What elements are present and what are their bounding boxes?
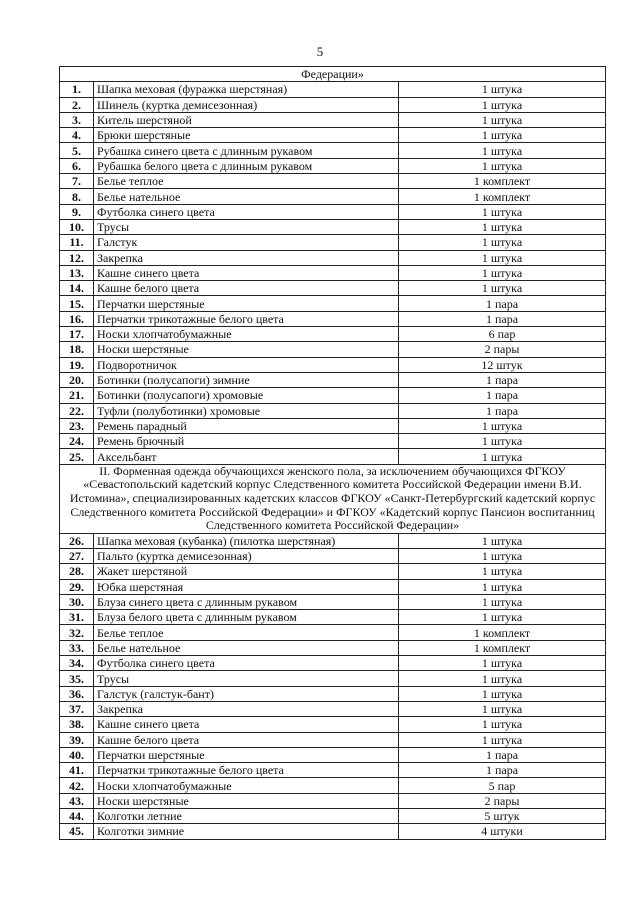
section-heading-row [60, 464, 606, 533]
item-quantity: 1 штука [399, 97, 606, 112]
item-quantity: 1 штука [399, 281, 606, 296]
item-number: 33. [60, 640, 94, 655]
item-quantity: 12 штук [399, 357, 606, 372]
item-name: Рубашка синего цвета с длинным рукавом [94, 143, 399, 158]
item-name: Китель шерстяной [94, 112, 399, 127]
table-row [60, 372, 606, 387]
item-number: 31. [60, 610, 94, 625]
table-row [60, 128, 606, 143]
item-quantity: 4 штуки [399, 824, 606, 839]
table-row [60, 449, 606, 464]
item-quantity: 1 штука [399, 594, 606, 609]
item-number: 1. [60, 82, 94, 97]
item-number: 2. [60, 97, 94, 112]
item-name: Шинель (куртка демисезонная) [94, 97, 399, 112]
item-number: 40. [60, 747, 94, 762]
item-quantity: 1 штука [399, 656, 606, 671]
item-number: 43. [60, 793, 94, 808]
item-name: Колготки летние [94, 809, 399, 824]
table-row [60, 250, 606, 265]
item-quantity: 1 пара [399, 296, 606, 311]
table-row [60, 564, 606, 579]
table-row [60, 204, 606, 219]
table-row [60, 311, 606, 326]
item-quantity: 1 штука [399, 128, 606, 143]
item-quantity: 1 штука [399, 548, 606, 563]
page-number: 5 [316, 44, 324, 59]
item-quantity: 1 штука [399, 671, 606, 686]
item-name: Закрепка [94, 701, 399, 716]
item-name: Ремень парадный [94, 418, 399, 433]
item-name: Трусы [94, 219, 399, 234]
item-name: Колготки зимние [94, 824, 399, 839]
item-number: 8. [60, 189, 94, 204]
item-name: Футболка синего цвета [94, 656, 399, 671]
item-number: 24. [60, 434, 94, 449]
section-2-title: II. Форменная одежда обучающихся женского пола, за исключением обучающихся ФГКОУ «Севастопольский кадетский корпус Следственного комитета Российской Федерации имени В.И. Истомина», специализированных кадетских классов ФГКОУ «Санкт-Петербургский кадетский корпус Следственного комитета Российской Федерации» и ФГКОУ «Кадетский корпус Пансион воспитанниц Следственного комитета Российской Федерации» [60, 464, 606, 533]
item-quantity: 1 пара [399, 311, 606, 326]
item-name: Галстук [94, 235, 399, 250]
item-quantity: 1 штука [399, 717, 606, 732]
item-number: 4. [60, 128, 94, 143]
table-row [60, 732, 606, 747]
item-name: Юбка шерстяная [94, 579, 399, 594]
item-quantity: 1 штука [399, 701, 606, 716]
table-row [60, 656, 606, 671]
item-quantity: 1 штука [399, 82, 606, 97]
item-name: Носки хлопчатобумажные [94, 778, 399, 793]
table-row [60, 824, 606, 839]
item-name: Шапка меховая (кубанка) (пилотка шерстяная) [94, 533, 399, 548]
table-row [60, 640, 606, 655]
item-name: Носки шерстяные [94, 342, 399, 357]
uniform-items-table [59, 66, 606, 840]
item-name: Брюки шерстяные [94, 128, 399, 143]
item-quantity: 1 штука [399, 250, 606, 265]
item-number: 30. [60, 594, 94, 609]
item-quantity: 1 штука [399, 686, 606, 701]
item-quantity: 1 штука [399, 732, 606, 747]
item-quantity: 2 пары [399, 342, 606, 357]
table-row [60, 717, 606, 732]
item-number: 44. [60, 809, 94, 824]
item-number: 34. [60, 656, 94, 671]
table-row [60, 235, 606, 250]
item-quantity: 1 штука [399, 112, 606, 127]
item-number: 25. [60, 449, 94, 464]
item-number: 32. [60, 625, 94, 640]
item-quantity: 1 штука [399, 219, 606, 234]
item-number: 38. [60, 717, 94, 732]
item-name: Белье теплое [94, 174, 399, 189]
table-row [60, 434, 606, 449]
item-number: 11. [60, 235, 94, 250]
table-row [60, 327, 606, 342]
item-number: 41. [60, 763, 94, 778]
item-quantity: 1 пара [399, 388, 606, 403]
item-name: Носки шерстяные [94, 793, 399, 808]
table-row [60, 701, 606, 716]
item-number: 18. [60, 342, 94, 357]
table-row [60, 189, 606, 204]
table-header-cell: Федерации» [60, 67, 606, 82]
item-number: 10. [60, 219, 94, 234]
item-quantity: 1 пара [399, 747, 606, 762]
item-name: Жакет шерстяной [94, 564, 399, 579]
item-number: 37. [60, 701, 94, 716]
item-number: 42. [60, 778, 94, 793]
item-number: 20. [60, 372, 94, 387]
table-row [60, 579, 606, 594]
item-number: 15. [60, 296, 94, 311]
item-number: 19. [60, 357, 94, 372]
item-name: Ботинки (полусапоги) зимние [94, 372, 399, 387]
item-number: 23. [60, 418, 94, 433]
item-number: 28. [60, 564, 94, 579]
item-number: 16. [60, 311, 94, 326]
item-number: 17. [60, 327, 94, 342]
item-name: Кашне синего цвета [94, 717, 399, 732]
item-quantity: 1 штука [399, 564, 606, 579]
item-name: Пальто (куртка демисезонная) [94, 548, 399, 563]
item-name: Шапка меховая (фуражка шерстяная) [94, 82, 399, 97]
table-row [60, 778, 606, 793]
item-name: Носки хлопчатобумажные [94, 327, 399, 342]
item-name: Закрепка [94, 250, 399, 265]
table-row [60, 671, 606, 686]
item-number: 3. [60, 112, 94, 127]
item-number: 35. [60, 671, 94, 686]
item-name: Подворотничок [94, 357, 399, 372]
item-number: 45. [60, 824, 94, 839]
item-number: 39. [60, 732, 94, 747]
item-quantity: 1 комплект [399, 189, 606, 204]
table-row [60, 342, 606, 357]
item-number: 5. [60, 143, 94, 158]
item-number: 6. [60, 158, 94, 173]
table-row [60, 388, 606, 403]
table-row [60, 265, 606, 280]
item-quantity: 1 комплект [399, 640, 606, 655]
item-name: Блуза синего цвета с длинным рукавом [94, 594, 399, 609]
item-quantity: 1 штука [399, 235, 606, 250]
table-row [60, 594, 606, 609]
item-quantity: 1 штука [399, 579, 606, 594]
item-quantity: 1 пара [399, 403, 606, 418]
item-quantity: 1 пара [399, 763, 606, 778]
table-row [60, 112, 606, 127]
table-row [60, 809, 606, 824]
table-header-row [60, 67, 606, 82]
item-name: Рубашка белого цвета с длинным рукавом [94, 158, 399, 173]
item-number: 22. [60, 403, 94, 418]
table-row [60, 357, 606, 372]
item-name: Блуза белого цвета с длинным рукавом [94, 610, 399, 625]
item-name: Ремень брючный [94, 434, 399, 449]
table-row [60, 548, 606, 563]
item-name: Аксельбант [94, 449, 399, 464]
item-quantity: 1 штука [399, 434, 606, 449]
item-quantity: 1 штука [399, 265, 606, 280]
table-row [60, 174, 606, 189]
item-quantity: 1 комплект [399, 174, 606, 189]
item-number: 14. [60, 281, 94, 296]
table-row [60, 793, 606, 808]
table-row [60, 533, 606, 548]
item-quantity: 1 штука [399, 158, 606, 173]
item-number: 12. [60, 250, 94, 265]
table-row [60, 158, 606, 173]
table-row [60, 418, 606, 433]
item-name: Белье нательное [94, 640, 399, 655]
item-name: Кашне белого цвета [94, 732, 399, 747]
item-name: Перчатки трикотажные белого цвета [94, 311, 399, 326]
item-number: 26. [60, 533, 94, 548]
table-row [60, 403, 606, 418]
item-name: Футболка синего цвета [94, 204, 399, 219]
item-number: 13. [60, 265, 94, 280]
table-row [60, 625, 606, 640]
item-quantity: 6 пар [399, 327, 606, 342]
table-row [60, 219, 606, 234]
item-number: 21. [60, 388, 94, 403]
item-quantity: 5 штук [399, 809, 606, 824]
item-name: Белье теплое [94, 625, 399, 640]
table-row [60, 763, 606, 778]
item-name: Кашне белого цвета [94, 281, 399, 296]
item-number: 7. [60, 174, 94, 189]
item-quantity: 1 штука [399, 610, 606, 625]
item-quantity: 1 штука [399, 143, 606, 158]
item-name: Перчатки трикотажные белого цвета [94, 763, 399, 778]
item-name: Туфли (полуботинки) хромовые [94, 403, 399, 418]
item-quantity: 5 пар [399, 778, 606, 793]
table-row [60, 82, 606, 97]
table-row [60, 747, 606, 762]
item-name: Трусы [94, 671, 399, 686]
table-row [60, 143, 606, 158]
item-name: Кашне синего цвета [94, 265, 399, 280]
table-row [60, 281, 606, 296]
table-row [60, 97, 606, 112]
item-number: 29. [60, 579, 94, 594]
item-quantity: 1 штука [399, 449, 606, 464]
item-name: Перчатки шерстяные [94, 747, 399, 762]
item-quantity: 1 пара [399, 372, 606, 387]
item-quantity: 1 штука [399, 204, 606, 219]
item-name: Белье нательное [94, 189, 399, 204]
item-quantity: 2 пары [399, 793, 606, 808]
table-row [60, 296, 606, 311]
item-number: 9. [60, 204, 94, 219]
item-quantity: 1 штука [399, 533, 606, 548]
table-row [60, 610, 606, 625]
item-number: 27. [60, 548, 94, 563]
item-quantity: 1 комплект [399, 625, 606, 640]
item-name: Перчатки шерстяные [94, 296, 399, 311]
table-row [60, 686, 606, 701]
item-quantity: 1 штука [399, 418, 606, 433]
item-name: Ботинки (полусапоги) хромовые [94, 388, 399, 403]
item-name: Галстук (галстук-бант) [94, 686, 399, 701]
item-number: 36. [60, 686, 94, 701]
